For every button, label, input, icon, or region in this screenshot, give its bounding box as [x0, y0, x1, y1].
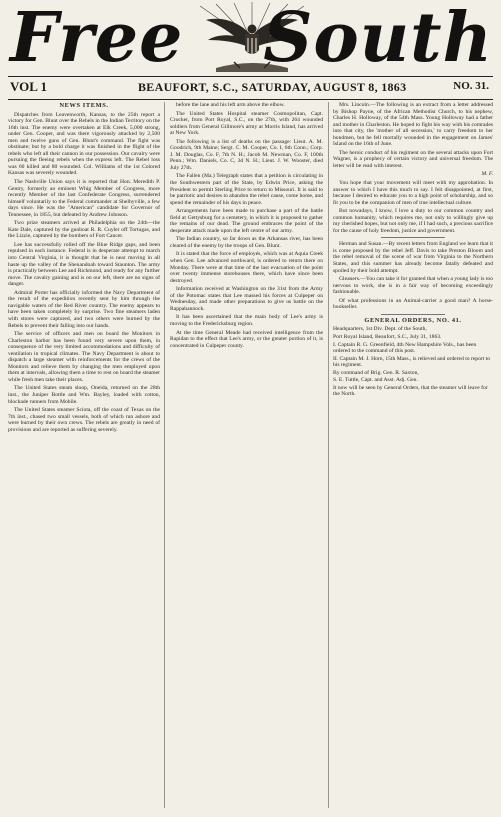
- signature: M. F.: [481, 171, 493, 178]
- masthead-title-right: South: [263, 0, 493, 78]
- masthead-title-left: Free: [10, 0, 184, 78]
- article-paragraph: Gleaners.—You can take it for granted that when a young lady is too nervous to work, she is in a fair way of becoming exceedingly fashionable.: [333, 276, 493, 296]
- article-paragraph: Two prize steamers arrived at Philadelphia on the 24th—the Kate Dale, captured by the gunboat R. R. Cuyler off Tortugas, and the Lizzie, captured by the bombers of Fort Cancer.: [8, 220, 160, 240]
- orders-heading: GENERAL ORDERS, NO. 41.: [364, 316, 462, 324]
- orders-line: Headquarters, 1st Div. Dept. of the South,: [333, 326, 427, 333]
- article-paragraph: Admiral Porter has officially informed the Navy Department of the result of the expedition recently sent by him through the navigable waters of the Red River country. The enemy appears to have been taken completely by surprise. Two fine steamers laden with stores were captured, and two others were burned by the Rebels to prevent their falling into our hands.: [8, 289, 160, 329]
- article-paragraph: Of what professions in an Animal-carrier a good man? A horse-bookseller.: [333, 297, 493, 311]
- article-paragraph: You hope that your movement will meet with my approbation. In answer to which I have this much to say. I felt disappointed, at first, because I desired to educate you to a high point of scholarship, and so fit you to be the companion of men of true intellectual culture.: [333, 180, 493, 206]
- orders-line: S. E. Tuttle, Capt. and Asst. Adj. Gen.: [333, 377, 418, 384]
- orders-line: By command of Brig. Gen. R. Saxton,: [333, 369, 419, 376]
- article-paragraph: The United States Hospital steamer Cosmopolitan, Capt. Crocker, from Port Royal, S.C., on the 27th, with 264 wounded soldiers from General Gillmore's army at Morris Island, has arrived at New York.: [170, 110, 323, 137]
- article-paragraph: before the lane and his left arm above the elbow.: [176, 102, 285, 108]
- article-paragraph: Herman and Susan.—By recent letters from England we learn that it is come proposed by the rebel Jeff. Davis to take Preston Bloom and the rebel removal of the scene of war from Virginia to the Northern States, and this summer has already become fatally defeated and spoiled by their bold attempt.: [333, 241, 493, 274]
- orders-line: II. Captain M. J. Horn, 15th Mass., is relieved and ordered to report to his regiment.: [333, 355, 491, 369]
- article-paragraph: The following is a list of deaths on the passage: Lieut. A. M. Goodrich, 9th Maine; Sergt. C. M. Cooper, Co. I, 6th Conn.; Corp. J. M. Douglas, Co. F, 7th N. H.; Jacob M. Newman, Co. F, 100th Penn.; Wm. Daniels, Co. C, 3d N. H.; Lieut. J. W. Wooster, died July 27th.: [170, 138, 323, 171]
- article-paragraph: But nowadays, I know, I love a duty to our common country and common humanity, which requires me, not only to willingly give up my cherished hopes, but not only me, if I had such, a precious sacrifice for the cause of holy freedom, justice and government.: [333, 208, 493, 234]
- article-paragraph: The service of officers and men on board the Monitors in Charleston harbor has been found very severe upon them, in consequence of the very limited accommodations and difficulty of ventilation in tropical climates. The Navy Department is about to dispatch a large steamer with reinforcements for the crews of the Monitors and relieve them by changing the men employed upon them at intervals, allowing them a time to rest on board the steamer while fresh men take their places.: [8, 331, 160, 383]
- article-paragraph: Dispatches from Leavenworth, Kansas, to the 25th report a victory for Gen. Blunt over the Rebels in the Indian Territory on the 16th inst. The enemy were overtaken at Elk Creek, 5,000 strong, under Gen. Cooper, and was there vigorously attacked by 2,500 men and twelve guns of Gen. Blunt's command. The fight was obstinate; but by a bold charge it was finished in the flight of the rebels who left all their cannon in our possession. Our cavalry were pursuing the fleeing rebels when the express left. The Rebel loss was 60 killed and 80 wounded. Col. Williams of the 1st Colored Kansas was severely wounded.: [8, 111, 160, 177]
- article-paragraph: The Nashville Union says it is reported that Hon. Meredith P. Gentry, formerly an eminent Whig Member of Congress, more recently Member of the last Confederate Congress, surrendered himself voluntarily to the Federal commander at Shelbyville, a few days since. He was the "American" candidate for Governor of Tennessee, in 1855, but defeated by Andrew Johnson.: [8, 179, 160, 218]
- column-3: [333, 102, 493, 810]
- dateline-bar: [8, 76, 493, 100]
- orders-line: I. Captain R. G. Greenfield, 4th New Hampshire Vols., has been ordered to the command of this post.: [333, 341, 477, 355]
- article-paragraph: Mrs. Lincoln.—The following is an extract from a letter addressed by Bishop Payne, of the African Methodist Church, to his nephew, Charles H. Holloway, of the 54th Mass. Young Holloway had a father and mother in Charleston. He hoped to fight his way with his comrades into that city, the 'mother of all secession,' to carry freedom to her bondmen, but he fell mortally wounded in the engagement on James' Island on the 16th of June.: [333, 102, 493, 148]
- article-paragraph: It has been ascertained that the main body of Lee's army is moving to the Fredericksburg region.: [170, 314, 323, 327]
- article-paragraph: The United States steam sloop, Oneida, returned on the 28th inst., the Juniper Bottle and Wm. Bayley, loaded with cotton, blockade runners from Mobile.: [8, 385, 160, 405]
- section-divider: [381, 237, 445, 238]
- article-paragraph: Information received at Washington on the 31st from the Army of the Potomac states that Lee massed his forces at Culpeper on Wednesday, and made other preparations to give us battle on the Rappahannock.: [170, 286, 323, 312]
- column-1: [8, 102, 160, 810]
- article-paragraph: The heroic conduct of his regiment on the several attacks upon Fort Wagner, is a prophecy of certain victory and universal freedom. The letter will be read with interest.: [333, 149, 493, 169]
- article-paragraph: Lee has successfully rolled off the Blue Ridge gaps, and been repulsed in each instance. Federal is in desperate attempt to march into Central Virginia, it is thought that he is near moving in all haste up the valley of the Shenandoah toward Staunton. The army is practically between Lee and Richmond, and ready for any further move. The cavalry gaining and is on our left, there are no signs of danger.: [8, 241, 160, 288]
- section-divider: [381, 314, 445, 315]
- column-divider: [164, 102, 165, 808]
- column-2: [170, 102, 323, 810]
- article-paragraph: At the time General Meade had received intelligence from the Rapidan to the effect that Lee's army, or the greater portion of it, is concentrated in Culpeper county.: [170, 329, 323, 349]
- masthead: [0, 0, 501, 76]
- orders-list: [333, 326, 493, 397]
- volume-label: VOL 1: [10, 79, 47, 94]
- orders-line: Port Royal Island, Beaufort, S.C., July 31, 1863.: [333, 333, 442, 340]
- article-paragraph: The Indian country, so far down as the Arkansas river, has been cleared of the enemy by the troops of Gen. Blunt.: [170, 236, 323, 249]
- news-items-heading: NEWS ITEMS.: [59, 102, 109, 109]
- article-paragraph: The United States steamer Sciota, off the coast of Texas on the 7th inst., chased two small vessels, both of which run ashore and were burned by their own crews. The rebels are greatly in need of provisions and are reported as suffering severely.: [8, 407, 160, 433]
- article-paragraph: The Fallen (Ma.) Telegraph states that a petition is circulating in the Southwestern part of the State, by Edwin Price, asking the President to permit Sterling Price to return to Missouri. It is said to be patriotic and desires to abandon the rebel cause, come home, and spend the remainder of his days in peace.: [170, 173, 323, 206]
- article-paragraph: It is stated that the force of employés, which was at Aquia Creek when Gen. Lee advanced northward, is ordered to return there on Monday. There were at that time of the last evacuation of the point over twenty immense storehouses there, which have since been destroyed.: [170, 251, 323, 284]
- issue-number: NO. 31.: [453, 80, 489, 92]
- column-divider: [328, 102, 329, 808]
- issue-date: BEAUFORT, S.C., SATURDAY, AUGUST 8, 1863: [138, 80, 407, 94]
- article-paragraph: Arrangements have been made to purchase a part of the battle field at Gettysburg for a cemetery, in which it is proposed to gather the remains of our dead. The ground embraces the point of the desperate attack made upon the left centre of our army.: [170, 208, 323, 234]
- orders-line: It now will be seen by General Orders, that the steamer will leave for the North.: [333, 384, 488, 398]
